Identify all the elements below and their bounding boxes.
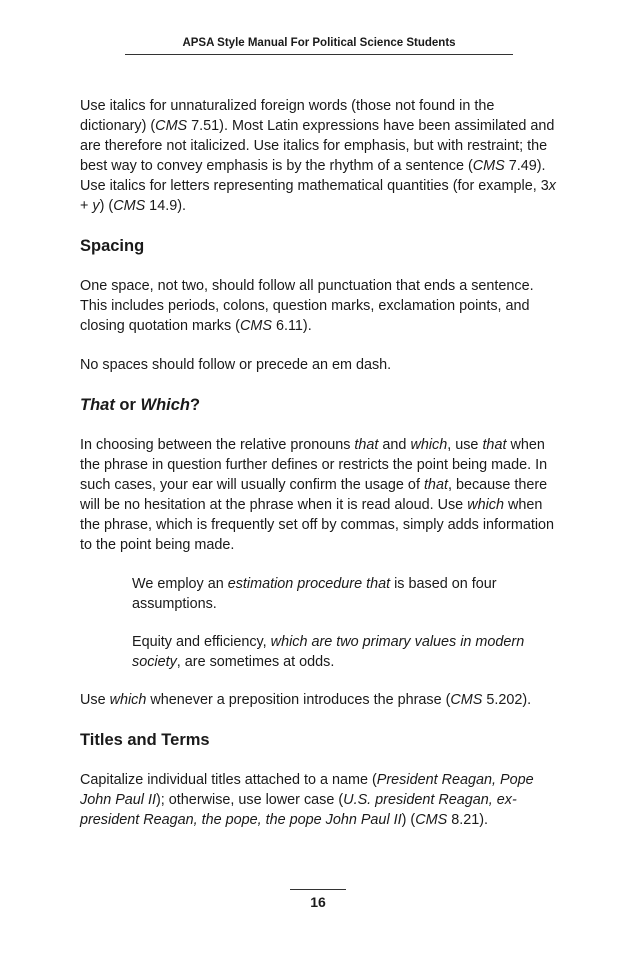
- that-which-paragraph-1: [80, 435, 560, 555]
- text: 6.11).: [271, 318, 312, 334]
- text: One space, not two, should follow all punctuation that ends a sentence. This includes periods, colons, question marks, exclamation points, and closing quotation marks (: [80, 278, 534, 334]
- text: ); otherwise, use lower case (: [156, 792, 344, 808]
- text: which: [410, 437, 448, 453]
- text: that: [354, 437, 379, 453]
- text: +: [80, 198, 93, 214]
- cms-ref: CMS: [472, 158, 505, 174]
- spacing-heading: Spacing: [80, 237, 145, 255]
- text: which: [467, 497, 504, 513]
- text: 8.21).: [447, 812, 489, 828]
- text: whenever a preposition introduces the phrase (: [146, 692, 451, 708]
- example-1: [132, 574, 560, 614]
- text: Which: [140, 396, 191, 414]
- running-header: APSA Style Manual For Political Science Students: [125, 37, 513, 55]
- that-which-paragraph-2: [80, 690, 560, 710]
- spacing-paragraph-2: No spaces should follow or precede an em dash.: [80, 357, 392, 373]
- cms-ref: CMS: [415, 812, 448, 828]
- text: is based on four assumptions.: [132, 576, 497, 612]
- text: In choosing between the relative pronouns: [80, 437, 355, 453]
- text: that: [423, 477, 448, 493]
- text: which are two primary values in modern society: [132, 634, 525, 670]
- text: 5.202).: [482, 692, 532, 708]
- cms-ref: CMS: [450, 692, 483, 708]
- text: President Reagan, Pope John Paul II: [80, 772, 534, 808]
- text: ?: [190, 396, 201, 414]
- text: , use: [447, 437, 483, 453]
- text: Use italics for unnaturalized foreign words (those not found in the dictionary) (: [80, 98, 495, 134]
- text: or: [114, 396, 141, 414]
- titles-paragraph: [80, 770, 560, 830]
- cms-ref: CMS: [113, 198, 146, 214]
- text: estimation procedure that: [227, 576, 391, 592]
- text: 7.49). Use italics for letters representing mathematical quantities (for example, 3: [80, 158, 549, 194]
- titles-heading: Titles and Terms: [80, 731, 210, 749]
- text: 14.9).: [145, 198, 186, 214]
- page-number: 16: [290, 889, 346, 910]
- text: and: [378, 437, 411, 453]
- text: that: [482, 437, 507, 453]
- cms-ref: CMS: [239, 318, 272, 334]
- text: U.S. president Reagan, ex-president Reagan, the pope, the pope John Paul II: [80, 792, 517, 828]
- text: Equity and efficiency,: [132, 634, 271, 650]
- text: which: [109, 692, 147, 708]
- that-which-heading: [80, 394, 560, 416]
- page-content: [80, 96, 560, 849]
- text: ) (: [99, 198, 114, 214]
- text: when the phrase in question further defines or restricts the point being made. In such cases, your ear will usually confirm the usage of: [80, 437, 548, 493]
- text: ) (: [401, 812, 416, 828]
- text: when the phrase, which is frequently set off by commas, simply adds information to the point being made.: [80, 497, 555, 553]
- text: , are sometimes at odds.: [176, 654, 335, 670]
- text: We employ an: [132, 576, 228, 592]
- spacing-paragraph-1: [80, 276, 560, 336]
- italics-paragraph: [80, 96, 560, 216]
- math-var: x: [548, 178, 556, 194]
- math-var: y: [92, 198, 100, 214]
- text: That: [80, 396, 115, 414]
- text: , because there will be no hesitation at the phrase when it is read aloud. Use: [80, 477, 548, 513]
- example-2: [132, 632, 560, 672]
- text: 7.51). Most Latin expressions have been assimilated and are therefore not italicized. Use italics for emphasis, but with restraint; the best way to convey emphasis is by the rhythm of a sentence (: [80, 118, 555, 174]
- text: Capitalize individual titles attached to a name (: [80, 772, 377, 788]
- cms-ref: CMS: [155, 118, 188, 134]
- text: Use: [80, 692, 110, 708]
